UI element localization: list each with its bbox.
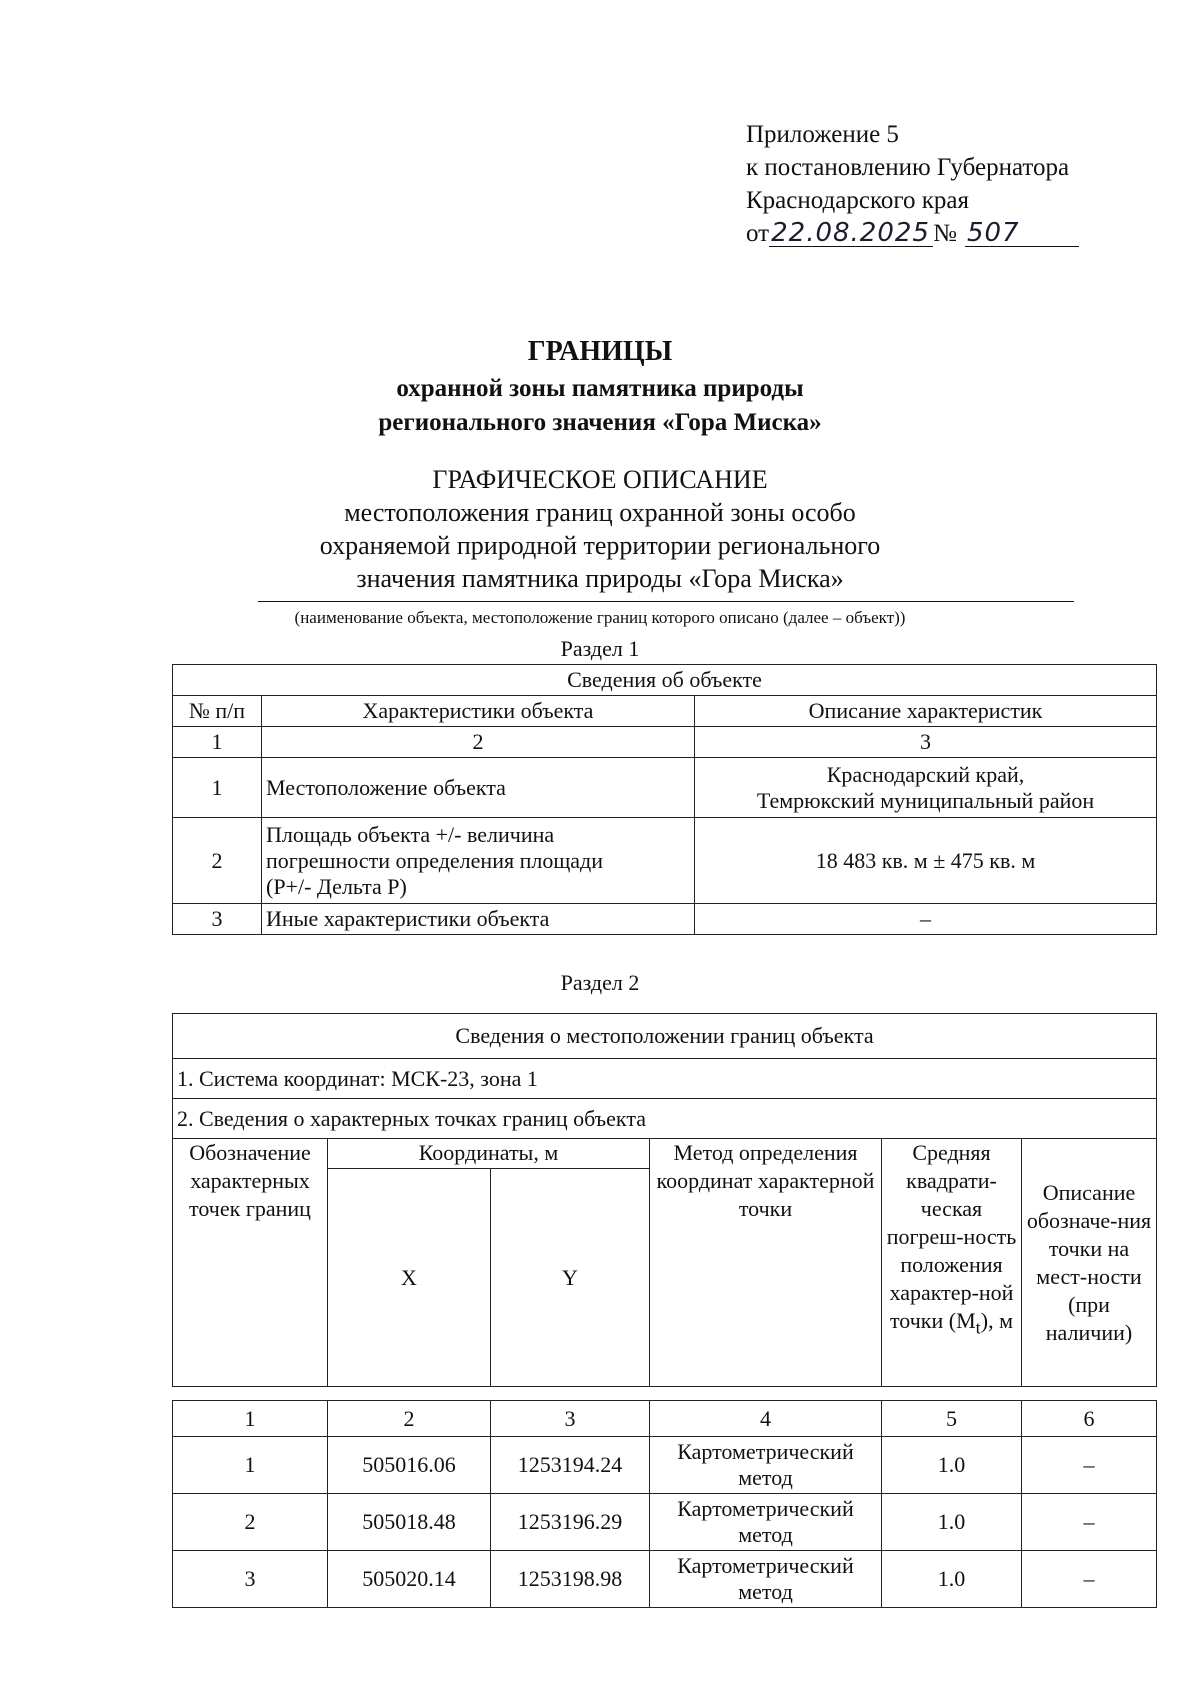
desc-line-4: значения памятника природы «Гора Миска» <box>356 564 844 593</box>
point-number: 1 <box>173 1437 328 1494</box>
graphic-description-heading <box>0 463 1200 595</box>
points-title: 2. Сведения о характерных точках границ объекта <box>173 1099 1157 1139</box>
error-text: Средняя квадрати-ческая погреш-ность положения характер-ной точки (M <box>886 1140 1017 1333</box>
header-description: Описание характеристик <box>695 696 1157 727</box>
point-error: 1.0 <box>882 1494 1022 1551</box>
point-number: 2 <box>173 1494 328 1551</box>
handwritten-number: 507 <box>965 220 1079 247</box>
boundary-info-table <box>172 1013 1157 1387</box>
subtitle-line-1: охранной зоны памятника природы <box>396 375 804 402</box>
point-x: 505016.06 <box>328 1437 491 1494</box>
index-cell: 5 <box>882 1401 1022 1437</box>
doc-title: ГРАНИЦЫ <box>527 336 673 367</box>
method-line-2: метод <box>738 1522 793 1547</box>
point-y: 1253194.24 <box>491 1437 650 1494</box>
section-2-label: Раздел 2 <box>560 970 640 995</box>
desc-line-3: охраняемой природной территории регионального <box>319 531 881 560</box>
error-unit: ), м <box>980 1308 1013 1333</box>
table-row <box>173 758 1157 818</box>
object-info-table <box>172 664 1157 935</box>
header-x: X <box>328 1169 491 1387</box>
method-line-2: метод <box>738 1579 793 1604</box>
description-caption: (наименование объекта, местоположение границ которого описано (далее – объект)) <box>294 608 906 627</box>
row-name <box>262 818 695 904</box>
header-error <box>882 1139 1022 1387</box>
point-method <box>650 1437 882 1494</box>
doc-subtitle <box>0 372 1200 440</box>
index-cell: 1 <box>173 1401 328 1437</box>
appendix-line-2: к постановлению Губернатора <box>746 154 1070 181</box>
row-name: Иные характеристики объекта <box>262 904 695 935</box>
point-x: 505018.48 <box>328 1494 491 1551</box>
header-characteristic: Характеристики объекта <box>262 696 695 727</box>
row-value: 18 483 кв. м ± 475 кв. м <box>695 818 1157 904</box>
point-description: – <box>1022 1437 1157 1494</box>
error-subscript: t <box>975 1317 981 1338</box>
header-number: № п/п <box>173 696 262 727</box>
table-row <box>173 818 1157 904</box>
handwritten-date: 22.08.2025 <box>769 220 933 247</box>
index-cell: 4 <box>650 1401 882 1437</box>
name-line-2: погрешности определения площади <box>266 847 604 873</box>
point-description: – <box>1022 1494 1157 1551</box>
point-description: – <box>1022 1551 1157 1608</box>
header-method: Метод определения координат характерной точки <box>650 1139 882 1387</box>
points-table <box>172 1400 1157 1608</box>
row-number: 2 <box>173 818 262 904</box>
description-underline <box>258 601 1074 602</box>
appendix-line-1: Приложение 5 <box>746 121 899 148</box>
row-number: 3 <box>173 904 262 935</box>
table-row <box>173 904 1157 935</box>
method-line-1: Картометрический <box>677 1496 854 1521</box>
row-name: Местоположение объекта <box>262 758 695 818</box>
table-row <box>173 1437 1157 1494</box>
from-prefix: от <box>746 220 770 247</box>
coordinate-system: 1. Система координат: МСК-23, зона 1 <box>173 1059 1157 1099</box>
value-line-2: Темрюкский муниципальный район <box>756 787 1095 813</box>
table-title: Сведения о местоположении границ объекта <box>173 1014 1157 1059</box>
row-value: – <box>695 904 1157 935</box>
table-row <box>173 1494 1157 1551</box>
header-y: Y <box>491 1169 650 1387</box>
table-title: Сведения об объекте <box>173 665 1157 696</box>
point-y: 1253198.98 <box>491 1551 650 1608</box>
number-sign: № <box>933 220 957 247</box>
point-error: 1.0 <box>882 1437 1022 1494</box>
point-error: 1.0 <box>882 1551 1022 1608</box>
method-line-2: метод <box>738 1465 793 1490</box>
header-designation: Обозначение характерных точек границ <box>173 1139 328 1387</box>
row-value <box>695 758 1157 818</box>
index-cell: 6 <box>1022 1401 1157 1437</box>
subtitle-line-2: регионального значения «Гора Миска» <box>378 409 822 436</box>
appendix-line-4 <box>746 217 1079 250</box>
method-line-1: Картометрический <box>677 1553 854 1578</box>
appendix-line-3: Краснодарского края <box>746 187 969 214</box>
desc-line-1: ГРАФИЧЕСКОЕ ОПИСАНИЕ <box>432 465 768 494</box>
point-method <box>650 1494 882 1551</box>
index-cell: 2 <box>328 1401 491 1437</box>
row-number: 1 <box>173 758 262 818</box>
point-y: 1253196.29 <box>491 1494 650 1551</box>
header-coordinates: Координаты, м <box>328 1139 650 1169</box>
point-method <box>650 1551 882 1608</box>
index-cell: 2 <box>262 727 695 758</box>
method-line-1: Картометрический <box>677 1439 854 1464</box>
desc-line-2: местоположения границ охранной зоны особо <box>344 498 856 527</box>
value-line-1: Краснодарский край, <box>826 761 1025 787</box>
section-1-label: Раздел 1 <box>560 636 640 661</box>
index-cell: 1 <box>173 727 262 758</box>
name-line-3: (P+/- Дельта P) <box>266 873 407 899</box>
point-x: 505020.14 <box>328 1551 491 1608</box>
header-point-description: Описание обозначе-ния точки на мест-ности (при наличии) <box>1022 1139 1157 1387</box>
index-cell: 3 <box>695 727 1157 758</box>
name-line-1: Площадь объекта +/- величина <box>266 821 555 847</box>
appendix-block <box>746 118 1079 250</box>
point-number: 3 <box>173 1551 328 1608</box>
index-cell: 3 <box>491 1401 650 1437</box>
table-row <box>173 1551 1157 1608</box>
